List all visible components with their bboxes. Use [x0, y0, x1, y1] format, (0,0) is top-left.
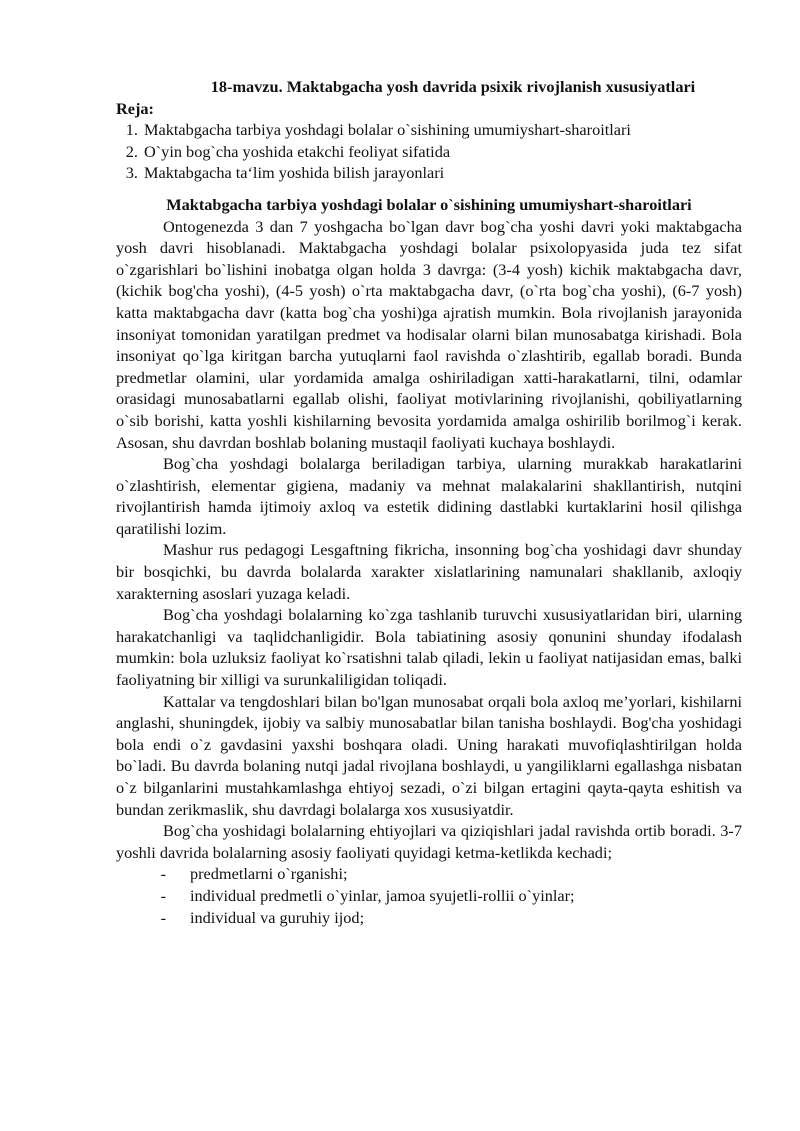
document-title: 18-mavzu. Maktabgacha yosh davrida psixik rivojlanish xususiyatlari	[210, 77, 696, 96]
plan-list	[116, 119, 742, 184]
list-dash: -	[160, 885, 166, 905]
plan-item	[116, 119, 742, 141]
list-item	[116, 907, 742, 929]
section-title: Maktabgacha tarbiya yoshdagi bolalar o`sishining umumiyshart-sharoitlari	[166, 194, 692, 214]
list-dash: -	[160, 864, 166, 884]
document-page	[116, 76, 742, 928]
activity-list	[116, 863, 742, 928]
paragraph: Kattalar va tengdoshlari bilan bo'lgan munosabat orqali bola axloq me’yorlari, kishilarni anglashi, shuningdek, ijobiy va salbiy munosabatlar bilan tanisha boshlaydi. Bog'cha yoshidagi bola endi o`z gavdasini yaxshi boshqara oladi. Uning harakati muvofiqlashtirilgan holda bo`ladi. Bu davrda bolaning nutqi jadal rivojlana boshlaydi, u yangiliklarni egallashga nisbatan o`z bilganlarini mustahkamlashga ehtiyoj sezadi, o`zi bilgan ertagini qayta-qayta eshitish va bundan zerikmaslik, shu davrdagi bolalarga xos xususiyatdir.	[116, 691, 742, 819]
plan-item-number: 3.	[125, 163, 138, 183]
list-item-text: individual va guruhiy ijod;	[190, 907, 365, 927]
list-item-text: individual predmetli o`yinlar, jamoa syujetli-rollii o`yinlar;	[190, 885, 575, 905]
list-dash: -	[160, 907, 166, 927]
paragraph: Ontogenezda 3 dan 7 yoshgacha bo`lgan davr bog`cha yoshi davri yoki maktabgacha yosh davri hisoblanadi. Maktabgacha yoshdagi bolalar psixolopyasida juda tez sifat o`zgarishlari bo`lishini inobatga olgan holda 3 davrga: (3-4 yosh) kichik maktabgacha davr, (kichik bog'cha yoshi), (4-5 yosh) o`rta maktabgacha davr, (o`rta bog`cha yoshi), (6-7 yosh) katta maktabgacha davr (katta bog`cha yoshi)ga ajratish mumkin. Bola rivojlanish jarayonida insoniyat tomonidan yaratilgan predmet va hodisalar olarni bilan munosabatga kirishadi. Bola insoniyat qo`lga kiritgan barcha yutuqlarni faol ravishda o`zlashtirib, egallab boradi. Bunda predmetlar olamini, ular yordamida amalga oshiriladigan xatti-harakatlarni, tilni, odamlar orasidagi munosabatlarni egallab olishi, faoliyat motivlarining rivojlanishi, qobiliyatlarning o`sib borishi, katta yoshli kishilarning bevosita yordamida amalga oshirilib borilmog`i kerak. Asosan, shu davrdan boshlab bolaning mustaqil faoliyati kuchaya boshlaydi.	[116, 216, 742, 452]
plan-heading: Reja:	[116, 98, 154, 118]
plan-item	[116, 162, 742, 184]
paragraph: Bog`cha yoshdagi bolalarning ko`zga tashlanib turuvchi xususiyatlaridan biri, ularning harakatchanligi va taqlidchanligidir. Bola tabiatining asosiy qonunini shunday ifodalash mumkin: bola uzluksiz faoliyat ko`rsatishni talab qiladi, lekin u faoliyat natijasidan emas, balki faoliyatning bir xilligi va surunkaliligidan toliqadi.	[116, 605, 742, 690]
plan-item-text: O`yin bog`cha yoshida etakchi feoliyat sifatida	[144, 141, 451, 161]
list-item-text: predmetlarni o`rganishi;	[190, 864, 348, 884]
list-item	[116, 885, 742, 907]
paragraph: Bog`cha yoshidagi bolalarning ehtiyojlari va qiziqishlari jadal ravishda ortib boradi. 3-7 yoshli davrida bolalarning asosiy faoliyati quyidagi ketma-ketlikda kechadi;	[116, 821, 742, 862]
plan-item-number: 1.	[125, 120, 138, 140]
plan-item-number: 2.	[125, 141, 138, 161]
paragraph: Mashur rus pedagogi Lesgaftning fikricha, insonning bog`cha yoshidagi davr shunday bir bosqichki, bu davrda bolalarda xarakter xislatlarining namunalari shakllanib, axloqiy xarakterning asoslari yuzaga keladi.	[116, 540, 742, 603]
plan-item-text: Maktabgacha ta‘lim yoshida bilish jarayonlari	[144, 163, 445, 183]
paragraph: Bog`cha yoshdagi bolalarga beriladigan tarbiya, ularning murakkab harakatlarini o`zlashtirish, elementar gigiena, madaniy va mehnat malakalarini shakllantirish, nutqini rivojlantirish hamda ijtimoiy axloq va estetik didining dastlabki kurtaklarini hosil qilishga qaratilishi lozim.	[116, 454, 742, 538]
list-item	[116, 863, 742, 885]
plan-item	[116, 141, 742, 163]
plan-item-text: Maktabgacha tarbiya yoshdagi bolalar o`sishining umumiyshart-sharoitlari	[144, 120, 631, 140]
